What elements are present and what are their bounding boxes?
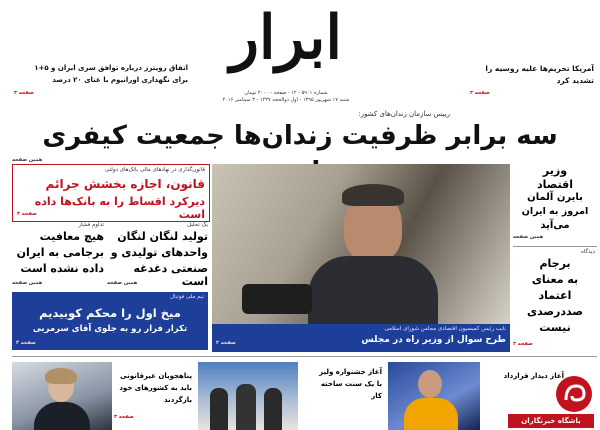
festival-story: [300, 362, 384, 428]
agency-label: باشگاه خبرنگاران: [508, 414, 594, 428]
merkel-story: [114, 362, 194, 428]
barjam-title-1: برجام: [539, 257, 571, 270]
germany-story: [513, 164, 597, 242]
headline-page: همین صفحه: [12, 157, 43, 163]
exemption-story: [12, 222, 104, 290]
logo: ابرار: [229, 3, 343, 73]
production-story: [107, 222, 208, 290]
football-title-2: تکرار فرار رو به جلوی آقای سرمربی: [32, 324, 188, 334]
exemption-page: همین صفحه: [12, 280, 43, 286]
minister-photo: [212, 164, 510, 324]
bank-story-title-1: قانون، اجازه بخشش جرائم: [45, 177, 205, 191]
merkel-page: صفحه ۳: [114, 414, 134, 420]
left-teaser-line2: برای نگهداری اورانیوم با غنای ۲۰ درصد: [52, 76, 188, 84]
bank-story-title-2: دیرکرد اقساط را به بانک‌ها داده است: [34, 195, 205, 221]
right-teaser-line2: تشدید کرد: [556, 76, 594, 85]
minister-caption-2: طرح سوال از وزیر راه در مجلس: [361, 335, 506, 345]
minister-caption-1: نایب رئیس کمیسیون اقتصادی مجلس شورای اسلامی: [384, 326, 506, 332]
football-box: [12, 292, 208, 350]
festival-title-3: کار: [371, 392, 382, 400]
player-photo: [388, 362, 480, 430]
issue-info: شماره ۵۹۰۱ - ۱۲ - صفحه - ۲۰۰۰ تومان: [244, 90, 328, 96]
football-kicker: تیم ملی فوتبال: [169, 294, 204, 300]
merkel-body: [34, 402, 90, 430]
player-shirt: [404, 398, 458, 430]
player-head: [418, 370, 442, 398]
date-info: شنبه ۱۷ شهریور ۱۳۹۵ - اول ذوالحجه ۱۴۳۷ - ۳ سپتامبر ۲۰۱۶: [222, 97, 350, 103]
germany-title-3: بایرن آلمان: [527, 192, 583, 203]
germany-title-2: اقتصاد: [536, 178, 574, 191]
merkel-title-3: بازگردند: [164, 396, 192, 404]
festival-title-1: آغاز جشنواره ولیز: [319, 368, 382, 376]
production-title-1: تولید لنگان لنگان: [117, 230, 208, 243]
right-teaser-line1: آمریکا تحریم‌ها علیه روسیه را: [485, 64, 594, 73]
germany-title-1: وزیر: [542, 164, 568, 177]
left-teaser-line1: اتفاق رویترز درباره توافق سری ایران و ۵+۱: [34, 64, 188, 72]
agency-swirl-icon: [556, 376, 592, 412]
microphones: [242, 284, 312, 314]
germany-page: همین صفحه: [513, 234, 544, 240]
bank-story-page: صفحه ۳: [17, 211, 37, 217]
merkel-photo: [12, 362, 112, 430]
production-kicker: یک تحلیل: [187, 222, 208, 228]
contract-title: آغاز دیدار قرارداد: [503, 372, 564, 380]
germany-title-4: امروز به ایران: [521, 206, 589, 217]
exemption-title-2: برجامی به ایران: [16, 246, 104, 259]
group-photo: [198, 362, 298, 430]
barjam-title-5: نیست: [539, 321, 571, 334]
person-1: [210, 388, 228, 430]
football-title-1: میخ اول را محکم کوبیدیم: [39, 306, 181, 320]
person-suit: [308, 256, 438, 324]
exemption-title-1: هیچ معافیت: [39, 230, 104, 243]
exemption-title-3: داده نشده است: [20, 262, 104, 275]
exemption-kicker: تداوم فشار: [78, 222, 104, 228]
main-headline: سه برابر ظرفیت زندان‌ها جمعیت کیفری: [42, 121, 558, 151]
masthead: [0, 0, 600, 108]
right-teaser-page: صفحه ۳: [470, 90, 490, 96]
headline-kicker: رییس سازمان زندان‌های کشور:: [358, 110, 450, 118]
person-hair: [342, 184, 404, 206]
production-title-3: صنعتی دغدغه است: [133, 262, 208, 288]
person-2: [236, 384, 256, 430]
agency-logo: [556, 376, 592, 412]
merkel-title-2: باید به کشورهای خود: [119, 384, 192, 392]
bank-story: [12, 164, 210, 222]
barjam-page: صفحه ۳: [513, 341, 533, 347]
person-3: [264, 388, 282, 430]
minister-page: صفحه ۳: [216, 340, 236, 346]
minister-story: [212, 164, 510, 352]
barjam-kicker: دیدگاه: [580, 249, 595, 255]
production-page: همین صفحه: [107, 280, 138, 286]
barjam-title-2: به معنای: [531, 273, 579, 286]
bank-story-kicker: قانون‌گذاری در نهادهای مالی بانک‌های دولتی: [104, 167, 205, 173]
festival-title-2: با یک سنت ساخته: [320, 380, 382, 388]
production-title-2: واحدهای تولیدی و: [110, 246, 208, 259]
left-teaser-page: صفحه ۳: [14, 90, 34, 96]
germany-title-5: می‌آید: [540, 220, 570, 231]
bottom-divider: [12, 356, 597, 357]
barjam-title-3: اعتماد: [538, 289, 572, 302]
barjam-title-4: صددرصدی: [526, 305, 584, 318]
merkel-title-1: پناهجویان غیرقانونی: [119, 372, 192, 380]
minister-caption-box: [212, 324, 510, 352]
barjam-story: [513, 246, 597, 353]
merkel-hair: [45, 368, 77, 384]
football-page: صفحه ۴: [16, 340, 36, 346]
